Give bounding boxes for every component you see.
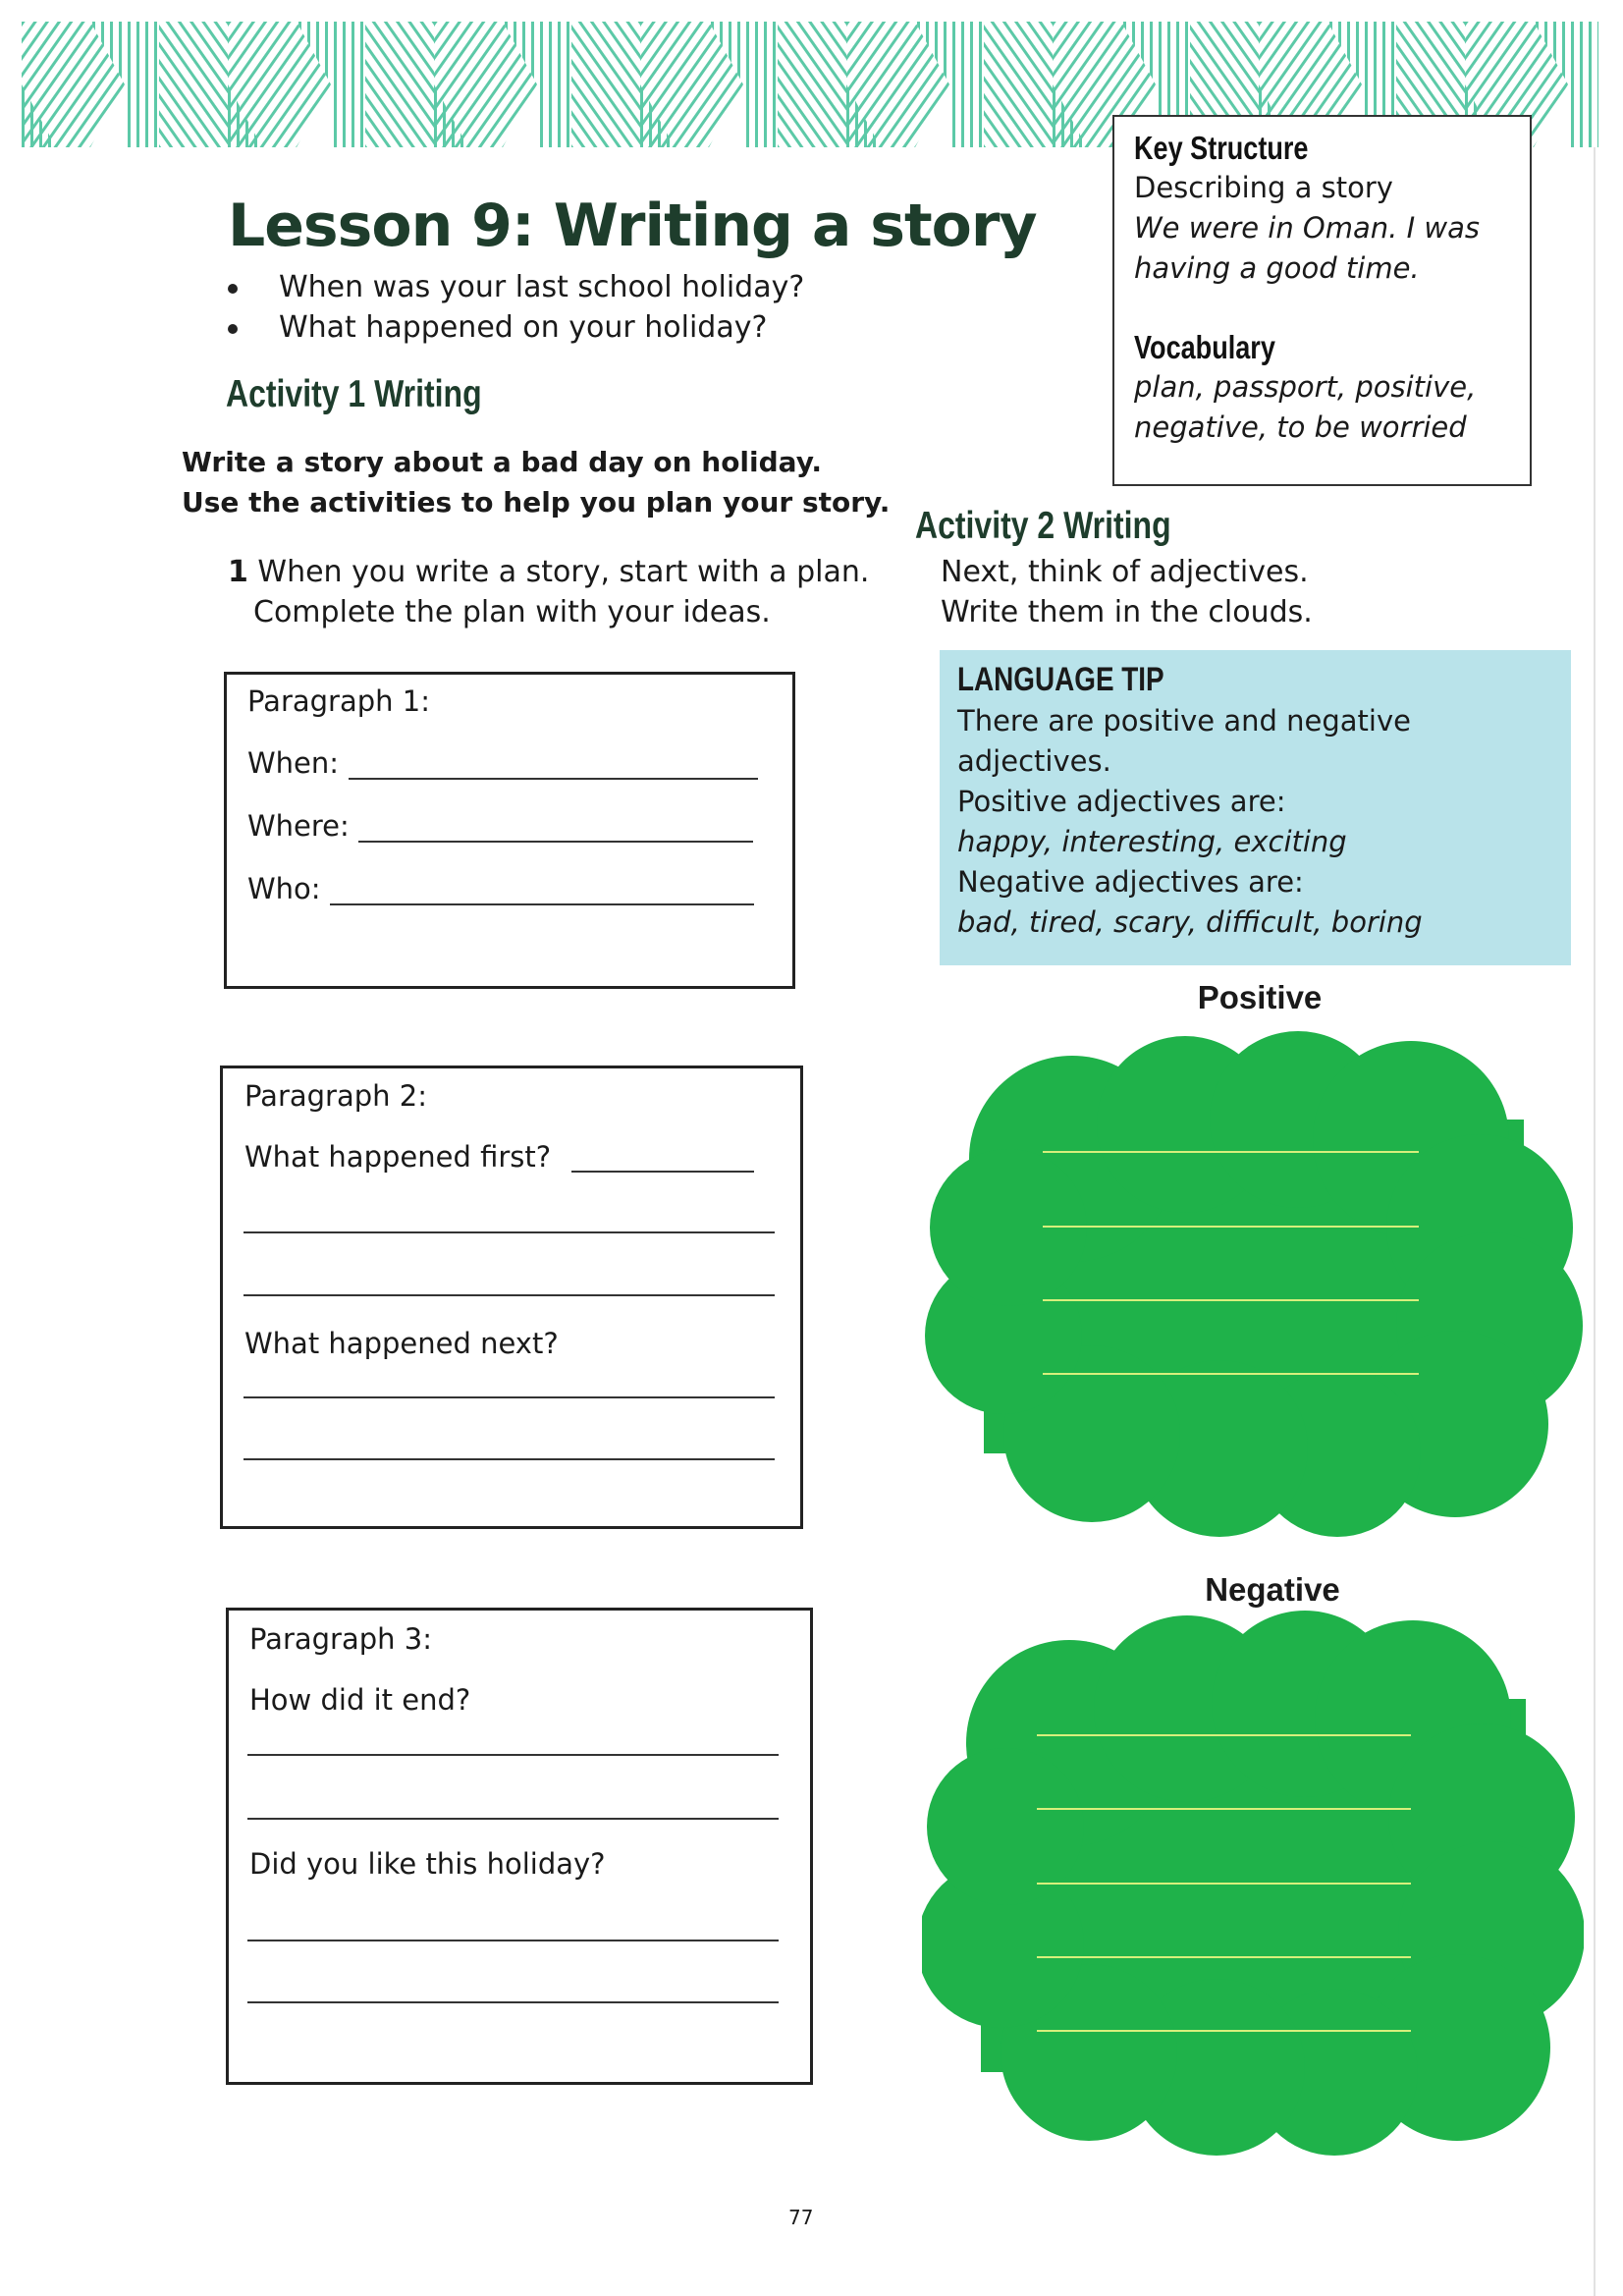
language-tip-heading: LANGUAGE TIP [957,661,1164,698]
next-label: What happened next? [244,1327,559,1360]
instruction-line: Next, think of adjectives. [941,555,1309,589]
adjective-line[interactable] [1043,1151,1419,1153]
adjective-line[interactable] [1037,1956,1411,1958]
vocabulary-list: plan, passport, positive, [1134,370,1477,404]
instruction-line: Use the activities to help you plan your story. [182,486,891,519]
activity1-step [228,552,869,632]
instruction-line: Write a story about a bad day on holiday. [182,446,823,478]
who-answer-line[interactable] [330,903,754,905]
adjective-line[interactable] [1043,1299,1419,1301]
tip-line: adjectives. [957,744,1111,778]
adjective-line[interactable] [1037,1734,1411,1736]
language-tip-box [940,650,1571,965]
tip-line: There are positive and negative [957,704,1411,738]
negative-label: Negative [1205,1571,1340,1608]
tip-examples: bad, tired, scary, difficult, boring [957,905,1423,939]
key-structure-heading: Key Structure [1134,130,1309,166]
answer-line[interactable] [247,1754,779,1756]
key-structure-example: We were in Oman. I was [1134,211,1480,245]
activity2-heading: Activity 2 Writing [915,505,1171,547]
activity1-heading: Activity 1 Writing [226,373,482,415]
adjective-line[interactable] [1037,2030,1411,2032]
vocabulary-heading: Vocabulary [1134,329,1275,365]
step-number: 1 [228,555,248,589]
page-edge [1594,147,1596,2296]
activity2-instructions [941,552,1313,632]
like-label: Did you like this holiday? [249,1847,606,1881]
tip-line: Positive adjectives are: [957,785,1286,818]
page-number: 77 [788,2206,814,2229]
answer-line[interactable] [243,1231,775,1233]
paragraph1-title: Paragraph 1: [247,684,430,718]
answer-line[interactable] [243,1294,775,1296]
positive-cloud [925,1031,1584,1537]
instruction-line: Write them in the clouds. [941,595,1313,629]
adjective-line[interactable] [1043,1373,1419,1375]
question-item: When was your last school holiday? [228,267,804,307]
tip-line: Negative adjectives are: [957,865,1304,899]
answer-line[interactable] [247,1940,779,1941]
key-structure-example: having a good time. [1134,251,1420,285]
answer-line[interactable] [247,1818,779,1820]
answer-line[interactable] [247,2001,779,2003]
end-label: How did it end? [249,1683,471,1717]
where-answer-line[interactable] [358,841,753,843]
question-item: What happened on your holiday? [228,307,804,348]
adjective-line[interactable] [1043,1226,1419,1228]
paragraph3-title: Paragraph 3: [249,1622,432,1656]
warmup-questions [228,267,804,348]
step-text: When you write a story, start with a plan. [257,555,870,589]
positive-label: Positive [1197,979,1323,1015]
first-label: What happened first? [244,1140,552,1174]
adjective-line[interactable] [1037,1883,1411,1885]
paragraph2-title: Paragraph 2: [244,1079,427,1113]
step-text: Complete the plan with your ideas. [253,595,771,629]
paragraph3-box [226,1608,813,2085]
when-label: When: [247,746,340,780]
page-title: Lesson 9: Writing a story [228,191,1037,260]
when-answer-line[interactable] [349,778,758,780]
who-label: Who: [247,872,321,905]
vocabulary-list: negative, to be worried [1134,410,1467,444]
answer-line[interactable] [243,1458,775,1460]
where-label: Where: [247,809,350,843]
answer-line[interactable] [243,1396,775,1398]
tip-examples: happy, interesting, exciting [957,825,1347,858]
key-structure-box [1112,115,1532,486]
adjective-line[interactable] [1037,1808,1411,1810]
key-structure-label: Describing a story [1134,171,1393,204]
answer-line[interactable] [571,1171,754,1173]
activity1-instructions [182,442,890,522]
